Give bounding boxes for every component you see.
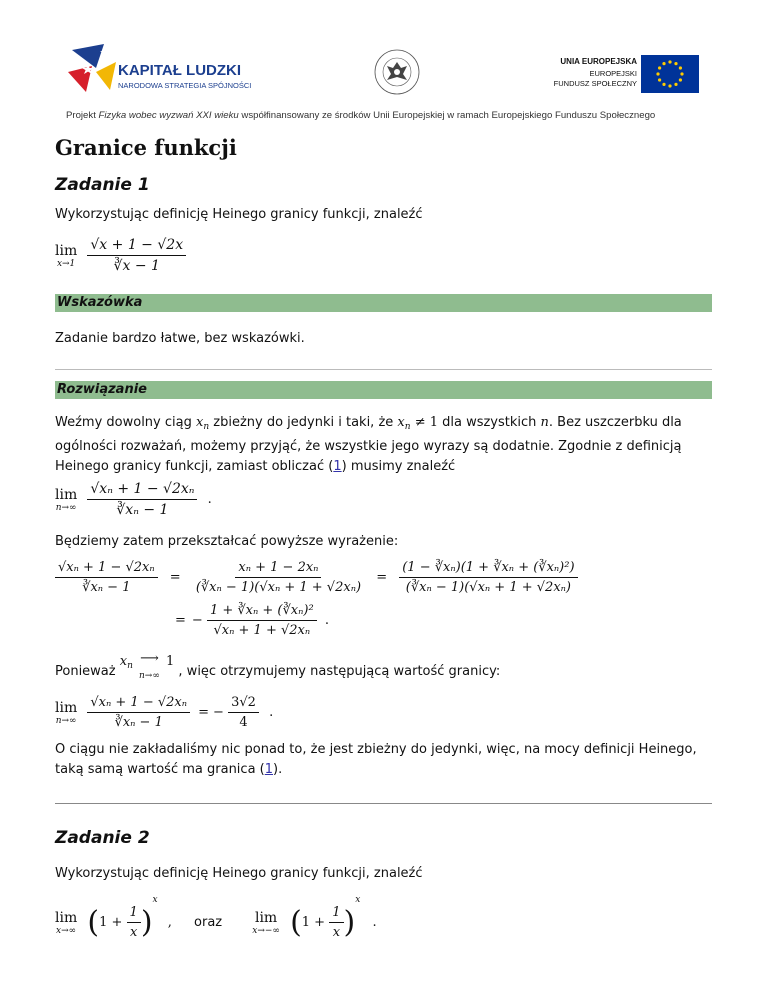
eu-line1: EUROPEJSKI <box>589 69 637 78</box>
hint-label: Wskazówka <box>57 295 143 310</box>
kl-emblem-icon <box>66 42 122 98</box>
and-word: oraz <box>194 915 223 930</box>
solution-label: Rozwiązanie <box>57 382 147 397</box>
hint-bar[interactable] <box>55 294 712 312</box>
university-seal <box>373 48 421 96</box>
task1-intro: Wykorzystując definicję Heinego granicy funkcji, znaleźć <box>55 207 423 222</box>
project-pre: Projekt <box>66 110 99 121</box>
divider <box>55 369 712 370</box>
result-numerator: 3√2 <box>228 695 259 713</box>
task1-heading: Zadanie 1 <box>55 175 150 195</box>
conclusion-paragraph: O ciągu nie zakładaliśmy nic ponad to, że jest zbieżny do jedynki, więc, na mocy definicji Heinego, taką samą wartość ma granica (1). <box>55 742 697 777</box>
university-seal-icon <box>373 48 421 96</box>
equation-ref-link-2[interactable]: 1 <box>264 762 274 777</box>
kl-subtitle: NARODOWA STRATEGIA SPÓJNOŚCI <box>118 81 252 90</box>
transform-intro: Będziemy zatem przekształcać powyższe wyrażenie: <box>55 534 399 549</box>
result-denominator: 4 <box>239 715 248 730</box>
task2-intro: Wykorzystując definicję Heinego granicy funkcji, znaleźć <box>55 866 423 881</box>
solution-bar[interactable] <box>55 381 712 399</box>
eu-logo <box>555 55 703 95</box>
kl-title: KAPITAŁ LUDZKI <box>118 62 242 79</box>
hint-text: Zadanie bardzo łatwe, bez wskazówki. <box>55 331 305 346</box>
page-title: Granice funkcji <box>55 135 237 160</box>
equation-ref-link[interactable]: 1 <box>333 459 342 474</box>
solution-paragraph: Weźmy dowolny ciąg $x_n$ zbieżny do jedynki i taki, że $x_n \ne 1$ dla wszystkich n. Bez uszczerbku dla ogólności rozważań, możemy przyjąć, że wszystkie jego wyrazy są dodatnie. Zgodnie z definicją Heinego granicy funkcji, zamiast obliczać (1) musimy znaleźć <box>55 415 682 474</box>
project-line <box>66 110 655 121</box>
project-title: Fizyka wobec wyzwań XXI wieku <box>98 110 239 121</box>
eu-line2: FUNDUSZ SPOŁECZNY <box>553 79 637 88</box>
eu-flag-icon <box>641 55 699 93</box>
formula-1: lim x→1 $\frac{√x + 1 - √2x}{∛x - 1}$ <box>55 237 186 274</box>
project-post: współfinansowany ze środków Unii Europejskiej w ramach Europejskiego Funduszu Społecznego <box>238 110 656 121</box>
formula-2: lim n→∞ $\frac{\text{√xₙ + 1 − √2xₙ}}{\text{∛xₙ − 1}}$ . <box>55 481 212 518</box>
transform-line-1: $\frac{\text{√xₙ + 1 − √2xₙ}}{\text{∛xₙ − 1}}$ = $\frac{\text{xₙ + 1 − 2xₙ}}{\text{(∛xₙ − 1)(√xₙ + 1 + √2xₙ)}}$ = $\frac{\text{(1 − ∛xₙ)(1 + ∛xₙ + (∛xₙ)²)}}{\text{(∛xₙ − 1)(√xₙ + 1 + √2xₙ)}}$ <box>55 560 578 595</box>
formula-1-denominator: ∛x − 1 <box>113 258 160 274</box>
eu-title: UNIA EUROPEJSKA <box>560 57 637 66</box>
task2-heading: Zadanie 2 <box>55 828 150 848</box>
divider-2 <box>55 803 712 804</box>
kapital-ludzki-logo <box>66 42 252 98</box>
since-line: Ponieważ $x_n$ ⟶ n→∞ 1 , więc otrzymujemy następującą wartość granicy: <box>55 651 501 681</box>
task2-formulas: lim x→∞ (1 + $\frac{1}{x}$ )$^x$ , oraz lim x→−∞ (1 + $\frac{1}{x}$ )$^x$ . <box>55 895 377 940</box>
transform-line-2: = − $\frac{\text{1 + ∛xₙ + (∛xₙ)²}}{\text{√xₙ + 1 + √2xₙ}}$ . <box>175 603 329 638</box>
formula-1-numerator: √x + 1 − √2x <box>87 237 186 256</box>
result-formula: lim n→∞ $\frac{\text{√xₙ + 1 − √2xₙ}}{\text{∛xₙ − 1}}$ = − $\frac{3√2}{4}$ . <box>55 695 274 730</box>
